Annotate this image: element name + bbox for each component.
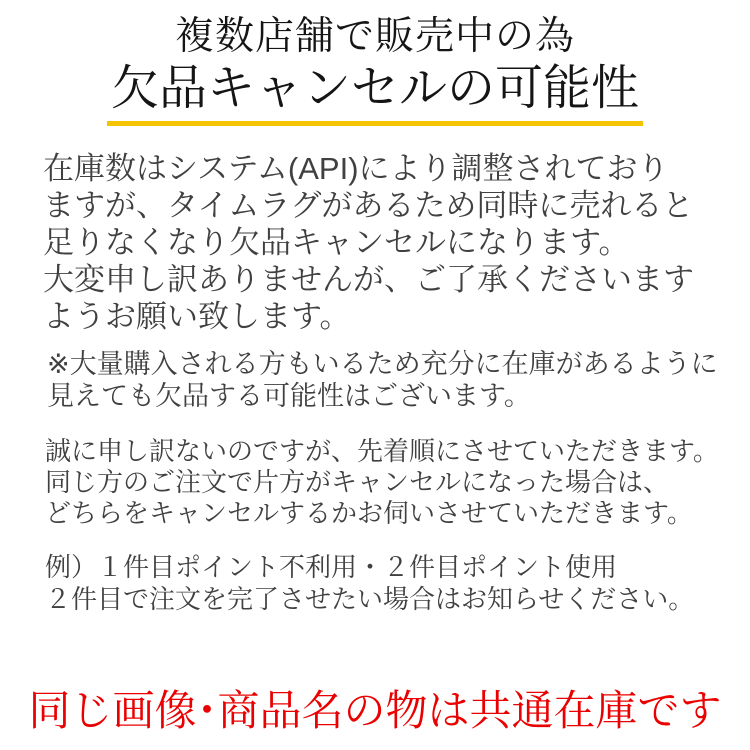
- text-line: 大変申し訳ありませんが、ご了承くださいます: [43, 262, 694, 297]
- text-line: ますが、タイムラグがあるため同時に売れると: [43, 188, 694, 223]
- shared-stock-footer-text: 同じ画像･商品名の物は共通在庫です: [28, 687, 722, 734]
- text-line: ようお願い致します。: [43, 299, 351, 334]
- paragraph-bulk-purchase-note: [47, 348, 718, 412]
- text-line: 誠に申し訳ないのですが、先着順にさせていただきます。: [45, 436, 719, 466]
- text-line: ２件目で注文を完了させたい場合はお知らせください。: [45, 584, 695, 614]
- paragraph-example: [45, 551, 694, 615]
- text-line: どちらをキャンセルするかお伺いさせていただきます。: [45, 498, 693, 528]
- title-line-1: 複数店舗で販売中の為: [174, 15, 575, 58]
- text-line: 在庫数はシステム(API)により調整されており: [43, 151, 669, 186]
- text-line: 同じ方のご注文で片方がキャンセルになった場合は、: [45, 467, 670, 497]
- text-line: 足りなくなり欠品キャンセルになります。: [43, 225, 630, 260]
- title-underline-bar: [107, 121, 643, 126]
- text-line: 例）１件目ポイント不利用・２件目ポイント使用: [45, 552, 618, 582]
- text-line: 見えても欠品する可能性はございます。: [47, 381, 531, 411]
- text-line: ※大量購入される方もいるため充分に在庫があるように: [47, 349, 718, 379]
- paragraph-first-come-first-served: [45, 436, 719, 529]
- paragraph-stock-system: [43, 150, 694, 335]
- title-line-2: 欠品キャンセルの可能性: [110, 62, 639, 115]
